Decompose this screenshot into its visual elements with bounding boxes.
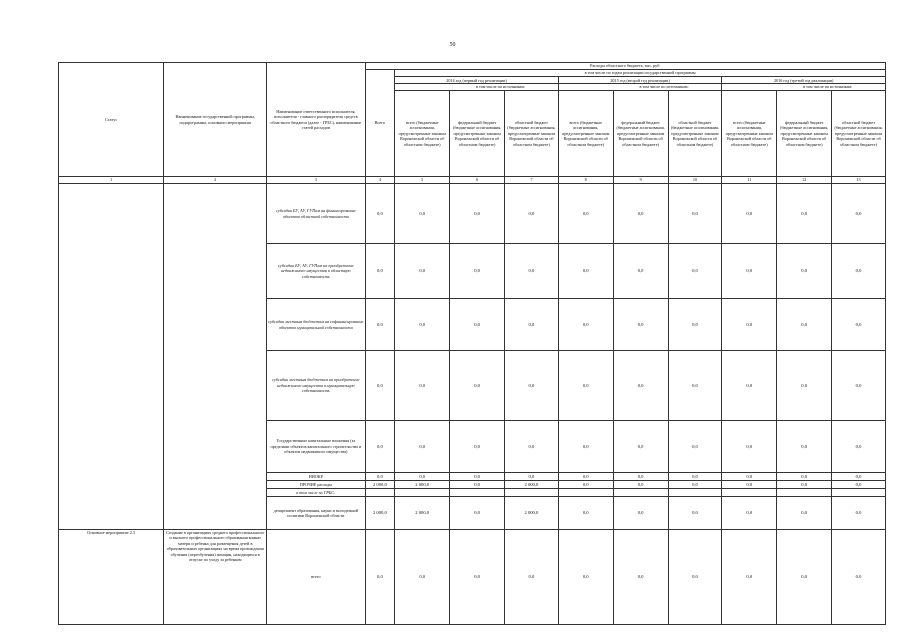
header-by-years: в том числе по годам реализации государственной программы xyxy=(395,70,886,77)
header-year-1 xyxy=(395,77,559,91)
value-cell: 0,0 xyxy=(777,184,832,244)
header-sub-total: всего (бюджетные ассигнования, предусмотренные законом Воронежской области об областном бюджете) xyxy=(395,91,450,177)
value-cell: 0,0 xyxy=(668,184,722,244)
value-cell: 0,0 xyxy=(777,530,832,625)
value-cell: 0,0 xyxy=(505,530,559,625)
value-cell: 0,0 xyxy=(505,351,559,421)
value-cell: 0,0 xyxy=(668,497,722,530)
value-cell xyxy=(832,489,886,497)
value-cell: 0,0 xyxy=(365,299,395,351)
value-cell: 0,0 xyxy=(395,299,450,351)
value-cell: 0,0 xyxy=(395,473,450,481)
value-cell: 0,0 xyxy=(395,351,450,421)
value-cell: 0,0 xyxy=(668,351,722,421)
value-cell: 0,0 xyxy=(777,473,832,481)
value-cell: 2 000,0 xyxy=(395,481,450,489)
header-sub-total: всего (бюджетные ассигнования, предусмотренные законом Воронежской области об областном бюджете) xyxy=(722,91,777,177)
column-number: 11 xyxy=(722,177,777,184)
column-number: 2 xyxy=(164,177,267,184)
value-cell: 0,0 xyxy=(613,421,668,473)
value-cell xyxy=(395,489,450,497)
value-cell: 0,0 xyxy=(395,421,450,473)
value-cell: 0,0 xyxy=(722,481,777,489)
column-number: 1 xyxy=(59,177,164,184)
header-sub-total: всего (бюджетные ассигнования, предусмотренные законом Воронежской области об областном бюджете) xyxy=(558,91,613,177)
value-cell: 0,0 xyxy=(395,184,450,244)
value-cell: 0,0 xyxy=(832,473,886,481)
value-cell: 0,0 xyxy=(558,497,613,530)
value-cell: 0,0 xyxy=(722,473,777,481)
value-cell: 0,0 xyxy=(505,184,559,244)
value-cell: 0,0 xyxy=(832,299,886,351)
value-cell: 0,0 xyxy=(777,497,832,530)
value-cell: 0,0 xyxy=(450,351,505,421)
value-cell: 0,0 xyxy=(558,421,613,473)
page-number: 50 xyxy=(449,42,456,48)
value-cell: 0,0 xyxy=(365,473,395,481)
status-cell xyxy=(59,184,164,530)
value-cell: 0,0 xyxy=(722,497,777,530)
table-row xyxy=(59,184,886,244)
header-sub-regional: областной бюджет (бюджетные ассигнования, предусмотренные законом Воронежской области об областном бюджете) xyxy=(505,91,559,177)
value-cell: 0,0 xyxy=(365,351,395,421)
budget-table xyxy=(58,62,886,625)
value-cell: 0,0 xyxy=(450,244,505,299)
header-sub-regional: областной бюджет (бюджетные ассигнования, предусмотренные законом Воронежской области об областном бюджете) xyxy=(668,91,722,177)
value-cell xyxy=(777,489,832,497)
value-cell: 0,0 xyxy=(365,530,395,625)
including-label: в том числе по источникам: xyxy=(639,84,689,89)
value-cell: 0,0 xyxy=(613,481,668,489)
column-number: 4 xyxy=(365,177,395,184)
header-total: Всего xyxy=(365,70,395,177)
value-cell: 0,0 xyxy=(668,481,722,489)
value-cell: 0,0 xyxy=(668,244,722,299)
value-cell: 0,0 xyxy=(450,184,505,244)
value-cell xyxy=(613,489,668,497)
value-cell: 0,0 xyxy=(832,481,886,489)
value-cell: 0,0 xyxy=(505,244,559,299)
value-cell: 0,0 xyxy=(505,299,559,351)
value-cell: 0,0 xyxy=(395,530,450,625)
value-cell: 0,0 xyxy=(613,473,668,481)
value-cell xyxy=(558,489,613,497)
header-program: Наименование государственной программы, подпрограммы, основного мероприятия xyxy=(164,63,267,177)
value-cell xyxy=(722,489,777,497)
column-number: 9 xyxy=(613,177,668,184)
column-number: 10 xyxy=(668,177,722,184)
value-cell: 0,0 xyxy=(722,184,777,244)
value-cell: 0,0 xyxy=(832,244,886,299)
value-cell: 2 000,0 xyxy=(395,497,450,530)
value-cell: 0,0 xyxy=(450,530,505,625)
value-cell: 0,0 xyxy=(558,351,613,421)
value-cell: 0,0 xyxy=(558,481,613,489)
status-cell: Основное мероприятие 2.3 xyxy=(59,530,164,625)
value-cell: 0,0 xyxy=(668,421,722,473)
header-sub-federal: федеральный бюджет (бюджетные ассигнования, предусмотренные законом Воронежской области об областном бюджете) xyxy=(450,91,505,177)
value-cell: 0,0 xyxy=(722,244,777,299)
value-cell xyxy=(450,489,505,497)
row-label: субсидии местным бюджетам на софинансирование объектов муниципальной собственности xyxy=(267,299,365,351)
value-cell: 0,0 xyxy=(722,530,777,625)
value-cell: 0,0 xyxy=(558,530,613,625)
row-label: субсидии БУ, АУ, ГУПам на приобретение недвижимого имущества в областную собственность xyxy=(267,244,365,299)
year-label: 2016 год (третий год реализации) xyxy=(722,78,885,84)
including-label: в том числе по источникам: xyxy=(803,84,853,89)
header-sub-federal: федеральный бюджет (бюджетные ассигнования, предусмотренные законом Воронежской области об областном бюджете) xyxy=(613,91,668,177)
column-number: 7 xyxy=(505,177,559,184)
row-label: субсидии местным бюджетам на приобретение недвижимого имущества в муниципальную собственность xyxy=(267,351,365,421)
value-cell: 0,0 xyxy=(613,184,668,244)
value-cell: 0,0 xyxy=(722,421,777,473)
value-cell: 0,0 xyxy=(365,244,395,299)
value-cell: 0,0 xyxy=(832,421,886,473)
value-cell: 0,0 xyxy=(777,351,832,421)
table-row xyxy=(59,530,886,625)
value-cell: 0,0 xyxy=(395,244,450,299)
column-number: 5 xyxy=(395,177,450,184)
value-cell: 0,0 xyxy=(613,351,668,421)
value-cell: 0,0 xyxy=(668,299,722,351)
header-executor: Наименование ответственного исполнителя, исполнителя - главного распорядителя средств областного бюджета (далее - ГРБС), наименование статей расходов xyxy=(267,63,365,177)
value-cell: 0,0 xyxy=(722,351,777,421)
value-cell: 0,0 xyxy=(777,481,832,489)
header-expenses-title: Расходы областного бюджета, тыс. руб. xyxy=(365,63,885,70)
including-label: в том числе по источникам: xyxy=(475,84,526,89)
value-cell: 0,0 xyxy=(558,244,613,299)
row-label: ПРОЧИЕ расходы xyxy=(267,481,365,489)
column-number: 8 xyxy=(558,177,613,184)
value-cell: 0,0 xyxy=(613,299,668,351)
value-cell xyxy=(505,489,559,497)
value-cell: 0,0 xyxy=(558,299,613,351)
header-sub-regional: областной бюджет (бюджетные ассигнования, предусмотренные законом Воронежской области об областном бюджете) xyxy=(832,91,886,177)
value-cell: 0,0 xyxy=(613,530,668,625)
year-label: 2015 год (второй год реализации) xyxy=(559,78,722,84)
value-cell: 0,0 xyxy=(365,421,395,473)
value-cell: 0,0 xyxy=(832,351,886,421)
row-label: НИОКР xyxy=(267,473,365,481)
value-cell: 0,0 xyxy=(832,184,886,244)
value-cell: 0,0 xyxy=(722,299,777,351)
column-number: 13 xyxy=(832,177,886,184)
row-label: в том числе по ГРБС: xyxy=(267,489,365,497)
value-cell: 0,0 xyxy=(558,473,613,481)
header-year-3 xyxy=(722,77,886,91)
value-cell: 0,0 xyxy=(777,299,832,351)
value-cell: 0,0 xyxy=(668,473,722,481)
row-label: субсидии БУ, АУ, ГУПам на финансирование объектов областной собственности xyxy=(267,184,365,244)
year-label: 2014 год (первый год реализации) xyxy=(395,78,558,84)
row-label: всего xyxy=(267,530,365,625)
value-cell: 2 000,0 xyxy=(505,497,559,530)
program-cell xyxy=(164,184,267,530)
value-cell: 0,0 xyxy=(668,530,722,625)
value-cell: 0,0 xyxy=(505,421,559,473)
row-label: Государственные капитальные вложения (за пределами объектов капитального строительства и объектов недвижимого имущества) xyxy=(267,421,365,473)
header-sub-federal: федеральный бюджет (бюджетные ассигнования, предусмотренные законом Воронежской области об областном бюджете) xyxy=(777,91,832,177)
value-cell: 0,0 xyxy=(613,244,668,299)
value-cell: 0,0 xyxy=(832,530,886,625)
value-cell: 0,0 xyxy=(450,481,505,489)
value-cell: 0,0 xyxy=(505,473,559,481)
value-cell: 2 000,0 xyxy=(505,481,559,489)
header-year-2 xyxy=(558,77,722,91)
value-cell xyxy=(365,489,395,497)
value-cell: 0,0 xyxy=(777,244,832,299)
value-cell: 0,0 xyxy=(613,497,668,530)
header-status: Статус xyxy=(59,63,164,177)
value-cell: 2 000,0 xyxy=(365,481,395,489)
value-cell: 0,0 xyxy=(558,184,613,244)
column-number: 6 xyxy=(450,177,505,184)
value-cell xyxy=(668,489,722,497)
value-cell: 0,0 xyxy=(365,184,395,244)
value-cell: 0,0 xyxy=(777,421,832,473)
column-number: 12 xyxy=(777,177,832,184)
value-cell: 0,0 xyxy=(450,299,505,351)
row-label: департамент образования, науки и молодежной политики Воронежской области xyxy=(267,497,365,530)
value-cell: 0,0 xyxy=(450,497,505,530)
value-cell: 0,0 xyxy=(450,421,505,473)
value-cell: 2 000,0 xyxy=(365,497,395,530)
program-cell: Создание в организациях среднего профессионального и высшего профессионального образования комнат матери и ребенка для размещения детей в образовательных организациях на время прохождения обучения (переобучения) женщин, находящихся в отпуске по уходу за ребенком xyxy=(164,530,267,625)
value-cell: 0,0 xyxy=(832,497,886,530)
column-number: 3 xyxy=(267,177,365,184)
value-cell: 0,0 xyxy=(450,473,505,481)
